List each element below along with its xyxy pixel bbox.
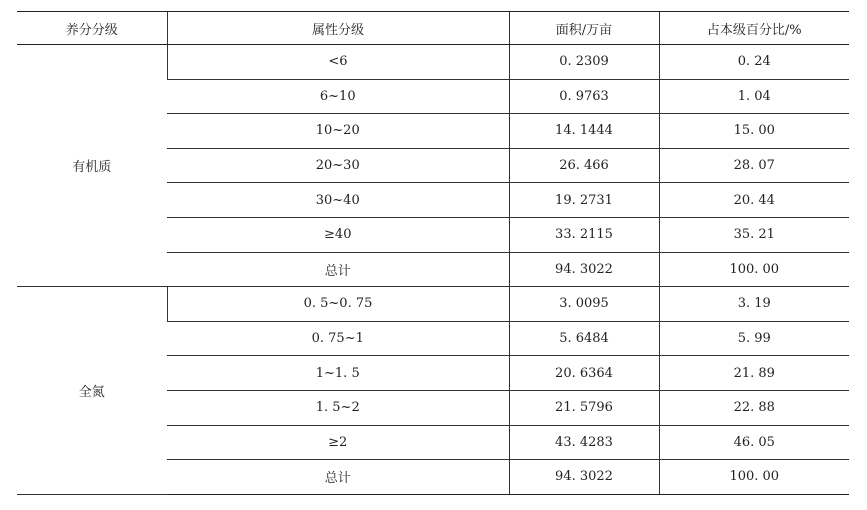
percentage-cell: 3. 19 [659, 287, 849, 322]
group-name-cell: 有机质 [17, 45, 167, 287]
table-row [17, 45, 849, 80]
table-row [17, 287, 849, 322]
header-nutrient-grade: 养分分级 [17, 12, 167, 45]
area-cell: 5. 6484 [509, 321, 659, 356]
grade-cell: ≥2 [167, 425, 509, 460]
grade-cell: 总计 [167, 460, 509, 495]
percentage-cell: 5. 99 [659, 321, 849, 356]
area-cell: 21. 5796 [509, 390, 659, 425]
percentage-cell: 21. 89 [659, 356, 849, 391]
grade-cell: 1. 5~2 [167, 390, 509, 425]
area-cell: 33. 2115 [509, 217, 659, 252]
percentage-cell: 46. 05 [659, 425, 849, 460]
header-row [17, 12, 849, 45]
grade-cell: 0. 5~0. 75 [167, 287, 509, 322]
table-body [17, 45, 849, 495]
grade-cell: ≥40 [167, 217, 509, 252]
area-cell: 94. 3022 [509, 460, 659, 495]
grade-cell: 10~20 [167, 114, 509, 149]
area-cell: 14. 1444 [509, 114, 659, 149]
area-cell: 19. 2731 [509, 183, 659, 218]
percentage-cell: 1. 04 [659, 79, 849, 114]
area-cell: 20. 6364 [509, 356, 659, 391]
grade-cell: 30~40 [167, 183, 509, 218]
percentage-cell: 100. 00 [659, 252, 849, 287]
nutrient-grade-table [17, 11, 849, 495]
grade-cell: 6~10 [167, 79, 509, 114]
percentage-cell: 0. 24 [659, 45, 849, 80]
area-cell: 0. 9763 [509, 79, 659, 114]
area-cell: 94. 3022 [509, 252, 659, 287]
grade-cell: 0. 75~1 [167, 321, 509, 356]
group-name-cell: 全氮 [17, 287, 167, 495]
area-cell: 26. 466 [509, 148, 659, 183]
header-attribute-grade: 属性分级 [167, 12, 509, 45]
percentage-cell: 22. 88 [659, 390, 849, 425]
grade-cell: <6 [167, 45, 509, 80]
area-cell: 3. 0095 [509, 287, 659, 322]
percentage-cell: 100. 00 [659, 460, 849, 495]
percentage-cell: 20. 44 [659, 183, 849, 218]
area-cell: 0. 2309 [509, 45, 659, 80]
area-cell: 43. 4283 [509, 425, 659, 460]
grade-cell: 总计 [167, 252, 509, 287]
percentage-cell: 15. 00 [659, 114, 849, 149]
header-percentage: 占本级百分比/% [659, 12, 849, 45]
header-area: 面积/万亩 [509, 12, 659, 45]
grade-cell: 20~30 [167, 148, 509, 183]
grade-cell: 1~1. 5 [167, 356, 509, 391]
percentage-cell: 28. 07 [659, 148, 849, 183]
percentage-cell: 35. 21 [659, 217, 849, 252]
